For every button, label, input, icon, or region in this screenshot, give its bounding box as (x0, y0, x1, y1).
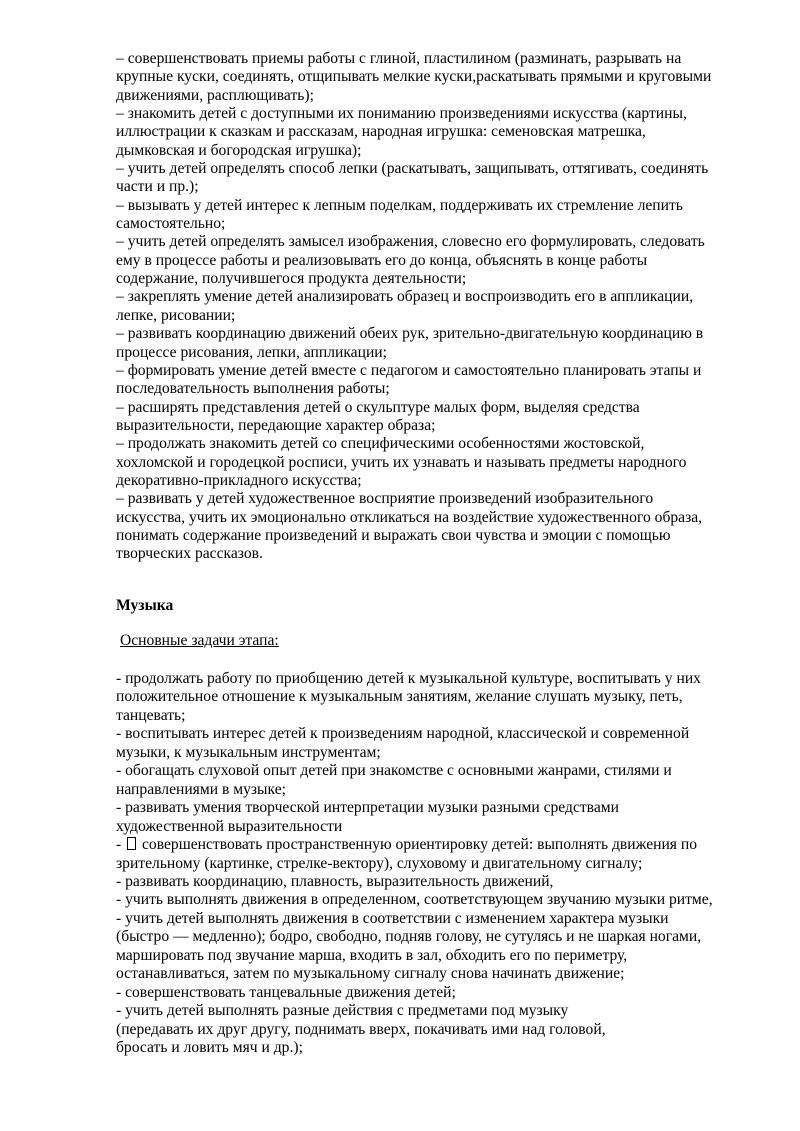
text-line: музыки, к музыкальным инструментам; (116, 743, 381, 761)
text-line: зрительному (картинке, стрелке-вектору), слуховому и двигательному сигналу; (116, 854, 643, 872)
music-tasks-text (116, 670, 756, 1058)
text-line: танцевать; (116, 706, 186, 724)
text-line: самостоятельно; (116, 215, 226, 233)
section-subheading: Основные задачи этапа: (120, 632, 279, 649)
text-line: – учить детей определять способ лепки (раскатывать, защипывать, оттягивать, соединять (116, 160, 709, 178)
text-line: ему в процессе работы и реализовывать его до конца, объяснять в конце работы (116, 251, 648, 269)
text-line: - развивать координацию, плавность, выразительность движений, (116, 872, 554, 890)
text-line: маршировать под звучание марша, входить в зал, обходить его по периметру, (116, 946, 628, 964)
section-heading-music: Музыка (116, 597, 174, 614)
text-line: понимать содержание произведений и выражать свои чувства и эмоции с помощью (116, 526, 671, 544)
text-line: положительное отношение к музыкальным занятиям, желание слушать музыку, петь, (116, 688, 683, 706)
text-line: движениями, расплющивать); (116, 86, 314, 104)
text-line: - воспитывать интерес детей к произведениям народной, классической и современной (116, 725, 690, 743)
text-line: – вызывать у детей интерес к лепным поделкам, поддерживать их стремление лепить (116, 196, 683, 214)
text-line: - учить детей выполнять движения в соответствии с изменением характера музыки (116, 909, 669, 927)
text-line: хохломской и городецкой росписи, учить их узнавать и называть предметы народного (116, 453, 687, 471)
line-prefix: - (116, 836, 126, 854)
text-line: творческих рассказов. (116, 545, 263, 563)
text-line: – учить детей определять замысел изображения, словесно его формулировать, следовать (116, 233, 705, 251)
text-line: (передавать их друг другу, поднимать вверх, покачивать ими над головой, (116, 1020, 606, 1038)
text-line: дымковская и богородская игрушка); (116, 141, 362, 159)
text-line: – расширять представления детей о скульптуре малых форм, выделяя средства (116, 398, 640, 416)
text-line: последовательность выполнения работы; (116, 380, 390, 398)
text-line: – развивать координацию движений обеих рук, зрительно-двигательную координацию в (116, 325, 704, 343)
text-line: останавливаться, затем по музыкальному сигналу снова начинать движение; (116, 965, 625, 983)
text-line: крупные куски, соединять, отщипывать мелкие куски,раскатывать прямыми и круговыми (116, 68, 712, 86)
text-line: части и пр.); (116, 178, 199, 196)
text-line: иллюстрации к сказкам и рассказам, народная игрушка: семеновская матрешка, (116, 123, 646, 141)
text-line: - продолжать работу по приобщению детей к музыкальной культуре, воспитывать у них (116, 670, 701, 687)
text-line: - совершенствовать танцевальные движения детей; (116, 983, 456, 1001)
text-line: содержание, получившегося продукта деятельности; (116, 270, 467, 288)
text-line: - обогащать слуховой опыт детей при знакомстве с основными жанрами, стилями и (116, 762, 672, 780)
text-line: направлениями в музыке; (116, 780, 286, 798)
text-line (116, 836, 756, 854)
text-line: лепке, рисовании; (116, 306, 236, 324)
text-line: художественной выразительности (116, 817, 343, 835)
missing-glyph-icon (127, 837, 136, 850)
text-line: – продолжать знакомить детей со специфическими особенностями жостовской, (116, 435, 645, 453)
text-line: декоративно-прикладного искусства; (116, 471, 362, 489)
text-line: (быстро — медленно); бодро, свободно, подняв голову, не сутулясь и не шаркая ногами, (116, 928, 702, 946)
text-line: - учить детей выполнять разные действия с предметами под музыку (116, 1002, 569, 1020)
text-line: искусства, учить их эмоционально откликаться на воздействие художественного образа, (116, 508, 703, 526)
text-line: - развивать умения творческой интерпретации музыки разными средствами (116, 799, 619, 817)
text-line: – совершенствовать приемы работы с глиной, пластилином (разминать, разрывать на (116, 50, 682, 67)
text-line: – знакомить детей с доступными их пониманию произведениями искусства (картины, (116, 105, 687, 123)
text-line: процессе рисования, лепки, аппликации; (116, 343, 387, 361)
text-line: бросать и ловить мяч и др.); (116, 1039, 303, 1057)
art-tasks-text (116, 50, 756, 564)
text-line: – закреплять умение детей анализировать образец и воспроизводить его в аппликации, (116, 288, 694, 306)
text-line: выразительности, передающие характер образа; (116, 416, 436, 434)
text-line: - учить выполнять движения в определенном, соответствующем звучанию музыки ритме, (116, 891, 713, 909)
line-tail: совершенствовать пространственную ориентировку детей: выполнять движения по (138, 836, 698, 854)
text-line: – развивать у детей художественное восприятие произведений изобразительного (116, 490, 654, 508)
text-line: – формировать умение детей вместе с педагогом и самостоятельно планировать этапы и (116, 361, 702, 379)
